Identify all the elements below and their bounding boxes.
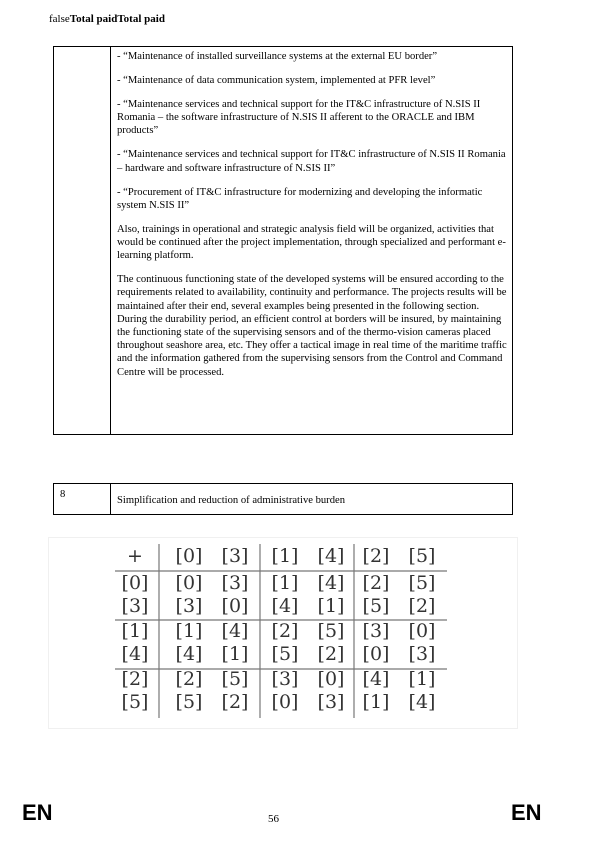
cayley-row-label: [2] (121, 668, 149, 690)
header-prefix: false (49, 13, 70, 25)
cayley-cell: [5] (221, 668, 249, 690)
cayley-cell: [2] (362, 572, 390, 594)
cayley-cell: [1] (221, 643, 249, 665)
cayley-row-label: [1] (121, 620, 149, 642)
cayley-cell: [5] (362, 595, 390, 617)
cayley-table (49, 538, 517, 728)
cayley-cell: [4] (317, 572, 345, 594)
cayley-cell: [5] (175, 691, 203, 713)
paragraph: Also, trainings in operational and strategic analysis field will be organized, activities that would be continued after the project implementation, through specialized and performant e-learning platform. (117, 223, 506, 262)
cayley-cell: [1] (408, 668, 436, 690)
cayley-cell: [0] (175, 572, 203, 594)
cayley-cell: [0] (271, 691, 299, 713)
cayley-cell: [1] (362, 691, 390, 713)
cayley-cell: [3] (408, 643, 436, 665)
cayley-row-label: [3] (121, 595, 149, 617)
header-total-paid-2: Total paid (117, 13, 165, 25)
cayley-cell: [4] (362, 668, 390, 690)
header-total-paid-1: Total paid (69, 13, 118, 25)
paragraph: - “Procurement of IT&C infrastructure for modernizing and developing the informatic system N.SIS II” (117, 186, 483, 211)
page-number: 56 (268, 813, 279, 825)
cayley-cell: [5] (408, 572, 436, 594)
cayley-cell: [4] (221, 620, 249, 642)
cayley-cell: [5] (271, 643, 299, 665)
column-divider (110, 47, 111, 434)
cayley-cell: [3] (221, 572, 249, 594)
paragraph: The continuous functioning state of the developed systems will be ensured according to the requirements related to availability, continuity and performance. The projects results will be maintained after their end, several examples being presented in the following section. During the durability period, an efficient control at borders will be insured, by maintaining the functioning state of the supervising sensors and of the thermo-vision cameras placed throughout seashore area, etc. They offer a tactical image in real time of the maritime traffic and the information gathered from the supervising sensors from the Control and Command Centre will be processed. (117, 274, 507, 378)
paragraph: - “Maintenance of installed surveillance systems at the external EU border” (117, 51, 438, 62)
cayley-cell: [2] (221, 691, 249, 713)
section-number: 8 (60, 489, 66, 500)
cayley-table-image (48, 537, 518, 729)
cayley-cell: [3] (271, 668, 299, 690)
cayley-header-cell: [1] (271, 545, 299, 567)
cayley-header-cell: [3] (221, 545, 249, 567)
cayley-cell: [3] (317, 691, 345, 713)
column-divider (110, 484, 111, 514)
cayley-cell: [4] (175, 643, 203, 665)
section-title: Simplification and reduction of administrative burden (117, 495, 346, 506)
language-label-left: EN (22, 800, 53, 825)
cayley-cell: [2] (408, 595, 436, 617)
cayley-cell: [0] (221, 595, 249, 617)
paragraph: - “Maintenance services and technical support for IT&C infrastructure of N.SIS II Romania – hardware and software infrastructure of N.SIS II” (117, 149, 506, 174)
page-header (49, 13, 165, 25)
section-8-row (53, 483, 513, 515)
cayley-cell: [3] (175, 595, 203, 617)
cayley-cell: [1] (317, 595, 345, 617)
cayley-cell: [0] (408, 620, 436, 642)
cayley-header-cell: [5] (408, 545, 436, 567)
cayley-cell: [1] (271, 572, 299, 594)
cayley-row-label: [5] (121, 691, 149, 713)
language-label-right: EN (511, 800, 542, 825)
cayley-cell: [2] (317, 643, 345, 665)
cayley-header-cell: [4] (317, 545, 345, 567)
cayley-row-label: [4] (121, 643, 149, 665)
paragraph: - “Maintenance services and technical support for the IT&C infrastructure of N.SIS II Romania – the software infrastructure of N.SIS II afferent to the ORACLE and IBM products” (117, 99, 481, 137)
description-table-cell (53, 46, 513, 435)
cayley-cell: [0] (317, 668, 345, 690)
cayley-header-cell: [2] (362, 545, 390, 567)
description-content (117, 50, 507, 390)
cayley-cell: [5] (317, 620, 345, 642)
cayley-corner-symbol: + (127, 545, 143, 567)
cayley-cell: [3] (362, 620, 390, 642)
cayley-cell: [4] (408, 691, 436, 713)
cayley-cell: [0] (362, 643, 390, 665)
paragraph: - “Maintenance of data communication system, implemented at PFR level” (117, 75, 436, 86)
cayley-cell: [2] (271, 620, 299, 642)
cayley-header-cell: [0] (175, 545, 203, 567)
cayley-row-label: [0] (121, 572, 149, 594)
cayley-cell: [4] (271, 595, 299, 617)
cayley-cell: [2] (175, 668, 203, 690)
cayley-cell: [1] (175, 620, 203, 642)
